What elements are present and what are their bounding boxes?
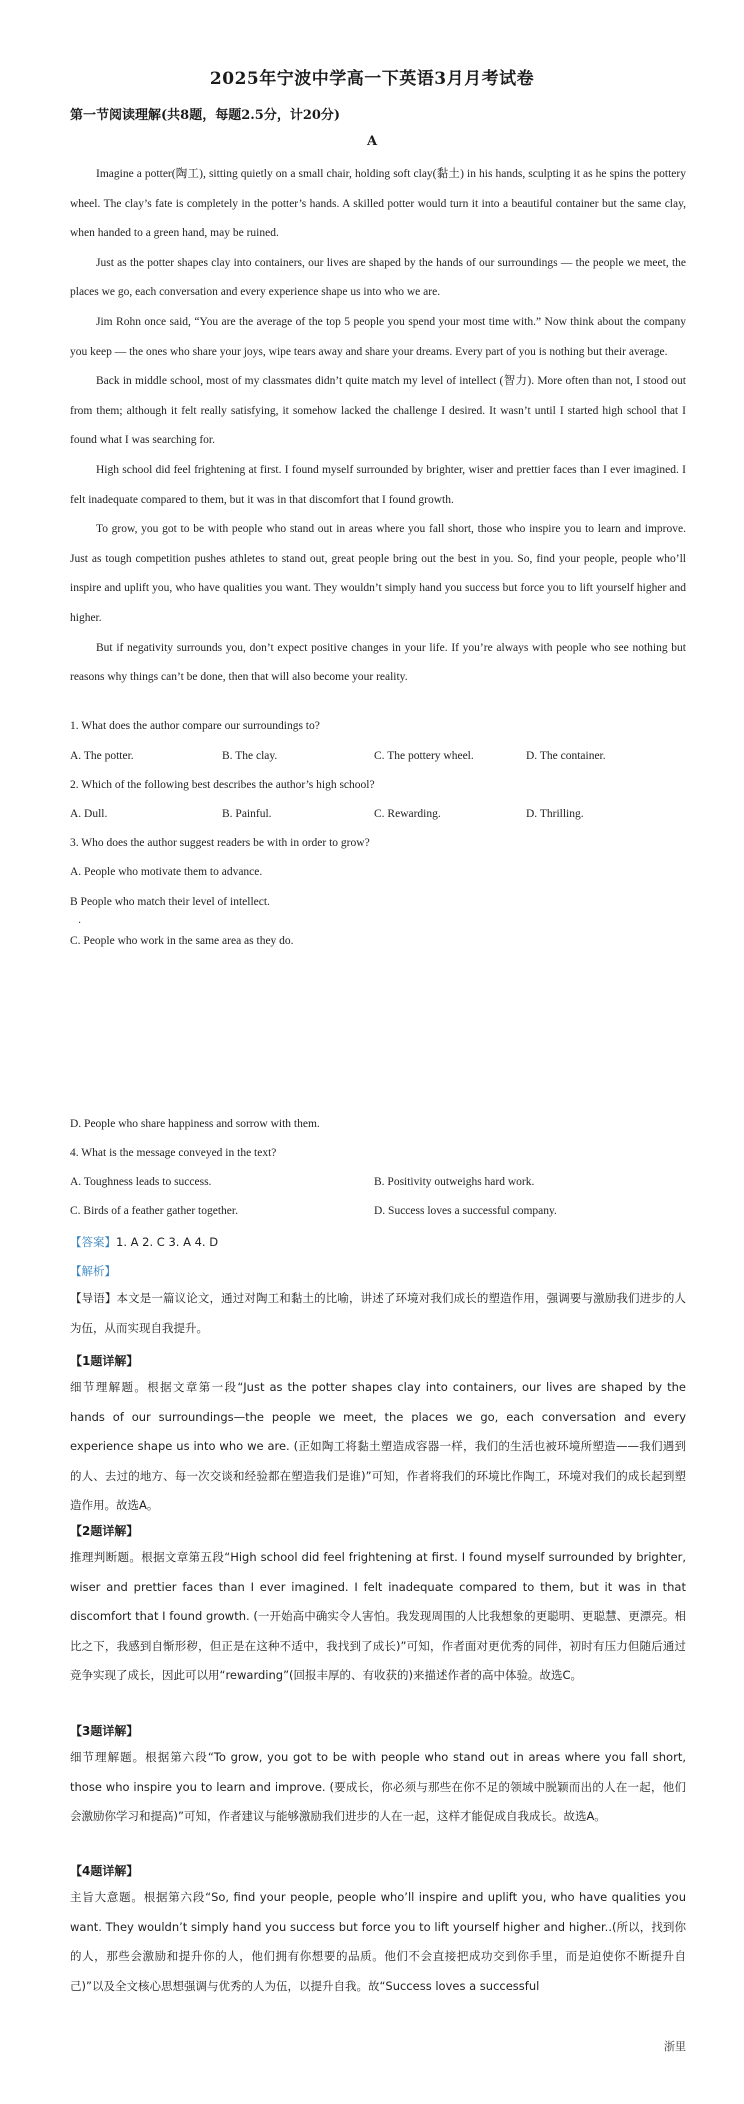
stray-dot: . [78, 915, 82, 926]
exam-title: 2025年宁波中学高一下英语3月月考试卷 [209, 69, 535, 89]
question-1-stem: 1. What does the author compare our surroundings to? [70, 720, 320, 732]
paragraph: Back in middle school, most of my classmates didn’t quite match my level of intellect (智力). More often than not, I stood out from them; although it felt really satisfying, it somehow lacked the challenge I desired. It wasn’t until I started high school that I found what I was searching for. [70, 375, 686, 447]
option-b: B People who match their level of intellect. [70, 896, 270, 908]
option-d: D. Thrilling. [526, 808, 584, 820]
option-c: C. People who work in the same area as they do. [70, 935, 294, 947]
option-c: C. Birds of a feather gather together. [70, 1205, 238, 1217]
paragraph: Imagine a potter(陶工), sitting quietly on a small chair, holding soft clay(黏土) in his hands, sculpting it as he spins the pottery wheel. The clay’s fate is completely in the potter’s hands. A skilled potter would turn it into a beautiful container but the same clay, when handed to a green hand, may be ruined. [70, 168, 686, 240]
option-b: B. The clay. [222, 750, 278, 762]
section-heading: 第一节阅读理解(共8题，每题2.5分，计20分) [70, 108, 341, 123]
paragraph: To grow, you got to be with people who stand out in areas where you fall short, those who inspire you to learn and improve. Just as tough competition pushes athletes to stand out, great people bring out the best in you. So, find your people, people who’ll inspire and uplift you, who have qualities you want. They wouldn’t simply hand you success but force you to lift yourself higher and higher. [70, 523, 686, 624]
option-a: A. The potter. [70, 750, 134, 762]
passage-letter: A [366, 134, 378, 149]
option-c: C. Rewarding. [374, 808, 441, 820]
option-b: B. Positivity outweighs hard work. [374, 1176, 535, 1188]
option-c: C. The pottery wheel. [374, 750, 474, 762]
paragraph: High school did feel frightening at first. I found myself surrounded by brighter, wiser and prettier faces than I ever imagined. I felt inadequate compared to them, but it was in that discomfort that I found growth. [70, 463, 686, 506]
detail-3-heading: 【3题详解】 [70, 1724, 139, 1738]
paragraph: Jim Rohn once said, “You are the average of the top 5 people you spend your most time with.” Now think about the company you keep — the ones who share your joys, wipe tears away and share your dreams. Every part of you is nothing but their average. [70, 315, 686, 358]
guide-text: 【导语】本文是一篇议论文，通过对陶工和黏土的比喻，讲述了环境对我们成长的塑造作用，强调要与激励我们进步的人为伍，从而实现自我提升。 [70, 1291, 686, 1335]
analysis-tag: 【解析】 [70, 1264, 116, 1278]
option-d: D. Success loves a successful company. [374, 1205, 557, 1217]
question-3-stem: 3. Who does the author suggest readers be with in order to grow? [70, 837, 370, 849]
question-4-stem: 4. What is the message conveyed in the text? [70, 1147, 277, 1159]
answer-tag: 【答案】 [70, 1235, 116, 1249]
detail-1-heading: 【1题详解】 [70, 1354, 139, 1368]
option-a: A. Toughness leads to success. [70, 1176, 212, 1188]
option-d: D. The container. [526, 750, 606, 762]
detail-4-heading: 【4题详解】 [70, 1864, 139, 1878]
detail-4-text: 主旨大意题。根据第六段“So, find your people, people who’ll inspire and uplift you, who have qualities you want. They wouldn’t simply hand you success but force you to lift yourself higher and higher..(所以，找到你的人，那些会激励和提升你的人，他们拥有你想要的品质。他们不会直接把成功交到你手里，而是迫使你不断提升自己)”以及全文核心思想强调与优秀的人为伍，以提升自我。故“Success loves a successful [70, 1890, 686, 1993]
option-d: D. People who share happiness and sorrow with them. [70, 1118, 320, 1130]
option-a: A. People who motivate them to advance. [70, 866, 263, 878]
detail-1-text: 细节理解题。根据文章第一段“Just as the potter shapes clay into containers, our lives are shaped by the hands of our surroundings—the people we meet, the places we go, each conversation and every experience shape us into who we are. (正如陶工将黏土塑造成容器一样，我们的生活也被环境所塑造——我们遇到的人、去过的地方、每一次交谈和经验都在塑造我们是谁)”可知，作者将我们的环境比作陶工，环境对我们的成长起到塑造作用。故选A。 [70, 1380, 686, 1513]
page-footer: 浙里 [664, 2040, 686, 2053]
answer-line [70, 1234, 218, 1250]
answer-values: 1. A 2. C 3. A 4. D [116, 1235, 219, 1249]
option-b: B. Painful. [222, 808, 272, 820]
option-a: A. Dull. [70, 808, 108, 820]
paragraph: Just as the potter shapes clay into containers, our lives are shaped by the hands of our surroundings — the people we meet, the places we go, each conversation and every experience shape us into who we are. [70, 256, 686, 299]
detail-3-text: 细节理解题。根据第六段“To grow, you got to be with people who stand out in areas where you fall short, those who inspire you to learn and improve. (要成长，你必须与那些在你不足的领域中脱颖而出的人在一起，他们会激励你学习和提高)”可知，作者建议与能够激励我们进步的人在一起，这样才能促成自我成长。故选A。 [70, 1750, 686, 1824]
detail-2-text: 推理判断题。根据文章第五段“High school did feel frightening at first. I found myself surrounded by brighter, wiser and prettier faces than I ever imagined. I felt inadequate compared to them, but it was in that discomfort that I found growth. (一开始高中确实令人害怕。我发现周围的人比我想象的更聪明、更聪慧、更漂亮。相比之下，我感到自惭形秽，但正是在这种不适中，我找到了成长)”可知，作者面对更优秀的同伴，初时有压力但随后通过竞争实现了成长，因此可以用“rewarding”(回报丰厚的、有收获的)来描述作者的高中体验。故选C。 [70, 1550, 686, 1683]
question-2-stem: 2. Which of the following best describes the author’s high school? [70, 779, 375, 791]
paragraph: But if negativity surrounds you, don’t expect positive changes in your life. If you’re always with people who see nothing but reasons why things can’t be done, then that will also become your reality. [70, 641, 686, 684]
detail-2-heading: 【2题详解】 [70, 1524, 139, 1538]
passage-body [70, 160, 686, 693]
